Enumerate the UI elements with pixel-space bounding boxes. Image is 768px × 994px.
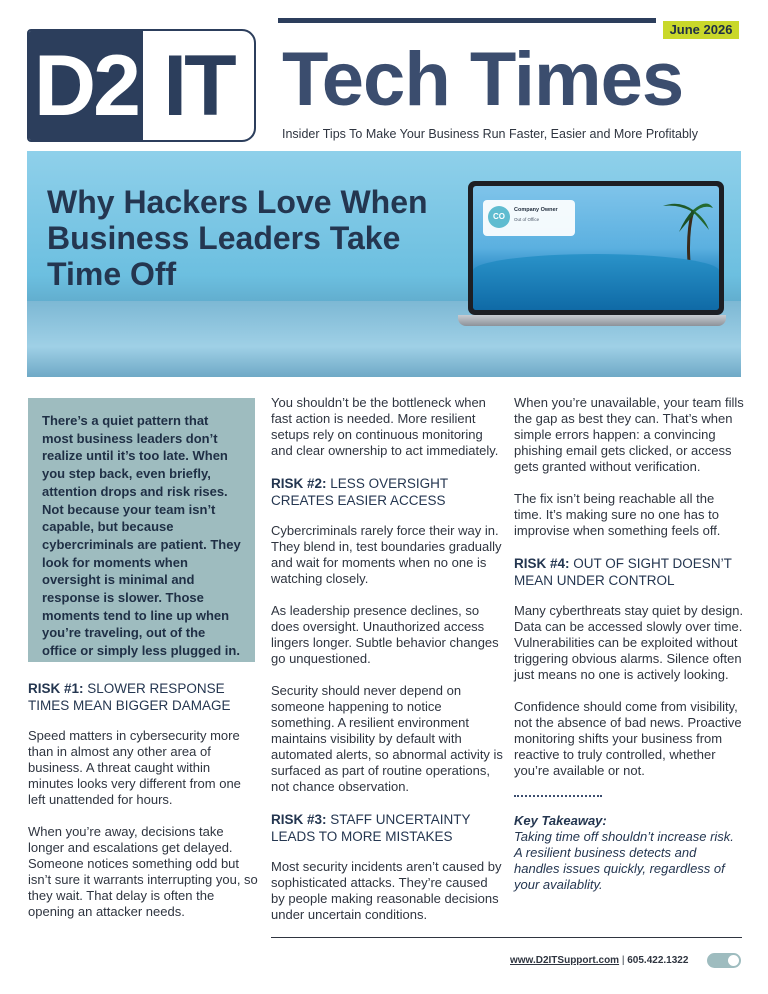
laptop-display <box>473 186 719 310</box>
website-link[interactable]: www.D2ITSupport.com <box>510 955 620 966</box>
toggle-pill-icon <box>707 953 741 968</box>
key-takeaway-heading: Key Takeaway: <box>514 813 607 828</box>
article-headline: Why Hackers Love When Business Leaders Take Time Off <box>47 184 428 292</box>
card-name: Company Owner <box>514 207 558 213</box>
out-of-office-card <box>483 200 575 236</box>
col3-paragraph-1: When you’re unavailable, your team fills the gap as best they can. That’s when simple errors happen: a convincing phishing email gets clicked, or access gets granted without verification. <box>514 395 744 474</box>
risk1-label: RISK #1: <box>28 681 84 696</box>
avatar: CO <box>488 206 510 228</box>
risk2-paragraph-2: As leadership presence declines, so does oversight. Unauthorized access lingers longer. Subtle behavior changes go unquestioned. <box>271 603 499 666</box>
dotted-divider <box>514 795 602 797</box>
footer-separator: | <box>621 955 625 966</box>
footer-rule <box>271 937 742 938</box>
header-top-rule <box>278 18 656 23</box>
risk4-label: RISK #4: <box>514 556 570 571</box>
risk2-paragraph-3: Security should never depend on someone happening to notice something. A resilient environment maintains visibility by default with automated alerts, so abnormal activity is surfaced as part of routine operations, not chance observation. <box>271 683 503 794</box>
risk1-paragraph-1: Speed matters in cybersecurity more than in almost any other area of business. A threat caught within minutes looks very different from one left unattended for hours. <box>28 728 241 807</box>
risk3-paragraph-1: Most security incidents aren’t caused by sophisticated attacks. They’re caused by people making reasonable decisions under uncertain conditions. <box>271 859 502 922</box>
column-2 <box>271 395 503 939</box>
phone-number: 605.422.1322 <box>627 955 689 966</box>
key-takeaway-body: Taking time off shouldn’t increase risk. A resilient business detects and handles issues quickly, regardless of your availablity. <box>514 829 734 892</box>
logo-d2: D2 <box>29 31 143 140</box>
risk3-title: STAFF UNCERTAINTY LEADS TO MORE MISTAKES <box>271 812 471 844</box>
risk2-paragraph-1: Cybercriminals rarely force their way in. They blend in, test boundaries gradually and wait for moments when no one is watching closely. <box>271 523 502 586</box>
risk2-title: LESS OVERSIGHT CREATES EASIER ACCESS <box>271 476 448 508</box>
column-3 <box>514 395 744 893</box>
risk4-paragraph-2: Confidence should come from visibility, not the absence of bad news. Proactive monitoring shifts your business from reactive to truly controlled, whether you’re available or not. <box>514 699 742 778</box>
ocean-wave <box>473 254 719 310</box>
issue-date-badge: June 2026 <box>663 21 739 39</box>
col3-paragraph-2: The fix isn’t being reachable all the time. It’s making sure no one has to improvise when something feels off. <box>514 491 721 538</box>
laptop-illustration <box>468 181 724 315</box>
newsletter-masthead: Tech Times <box>282 37 684 122</box>
toggle-knob <box>728 955 739 966</box>
footer-contact <box>510 955 688 966</box>
risk2-heading <box>271 475 503 509</box>
intro-callout: There’s a quiet pattern that most business leaders don’t realize until it’s too late. When you step back, even briefly, attention drops and risk rises. Not because your team isn’t capable, but because cybercriminals are patient. They look for moments when oversight is minimal and response is slower. Those moments tend to line up when you’re traveling, out of the office or simply less plugged in. <box>28 398 255 662</box>
card-status: Out of Office <box>514 217 540 222</box>
newsletter-tagline: Insider Tips To Make Your Business Run Faster, Easier and More Profitably <box>282 127 698 141</box>
risk1-paragraph-2: When you’re away, decisions take longer and escalations get delayed. Someone notices something odd but isn’t sure it warrants interrupting you, so they wait. That delay is often the opening an attacker needs. <box>28 824 258 919</box>
risk1-heading <box>28 680 258 714</box>
risk3-label: RISK #3: <box>271 812 327 827</box>
risk2-label: RISK #2: <box>271 476 327 491</box>
logo-it: IT <box>163 38 234 134</box>
d2it-logo <box>27 29 256 142</box>
risk4-title: OUT OF SIGHT DOESN’T MEAN UNDER CONTROL <box>514 556 732 588</box>
laptop-base <box>458 315 726 326</box>
col2-paragraph-1: You shouldn’t be the bottleneck when fast action is needed. More resilient setups rely on continuous monitoring and clear ownership to act immediately. <box>271 395 499 458</box>
risk1-title: SLOWER RESPONSE TIMES MEAN BIGGER DAMAGE <box>28 681 231 713</box>
risk4-heading <box>514 555 744 589</box>
column-1 <box>28 680 258 936</box>
palm-tree-icon <box>649 192 713 262</box>
risk4-paragraph-1: Many cyberthreats stay quiet by design. Data can be accessed slowly over time. Vulnerabilities can be exploited without triggering obvious alarms. Silence often just means no one is actively looking. <box>514 603 744 682</box>
risk3-heading <box>271 811 503 845</box>
